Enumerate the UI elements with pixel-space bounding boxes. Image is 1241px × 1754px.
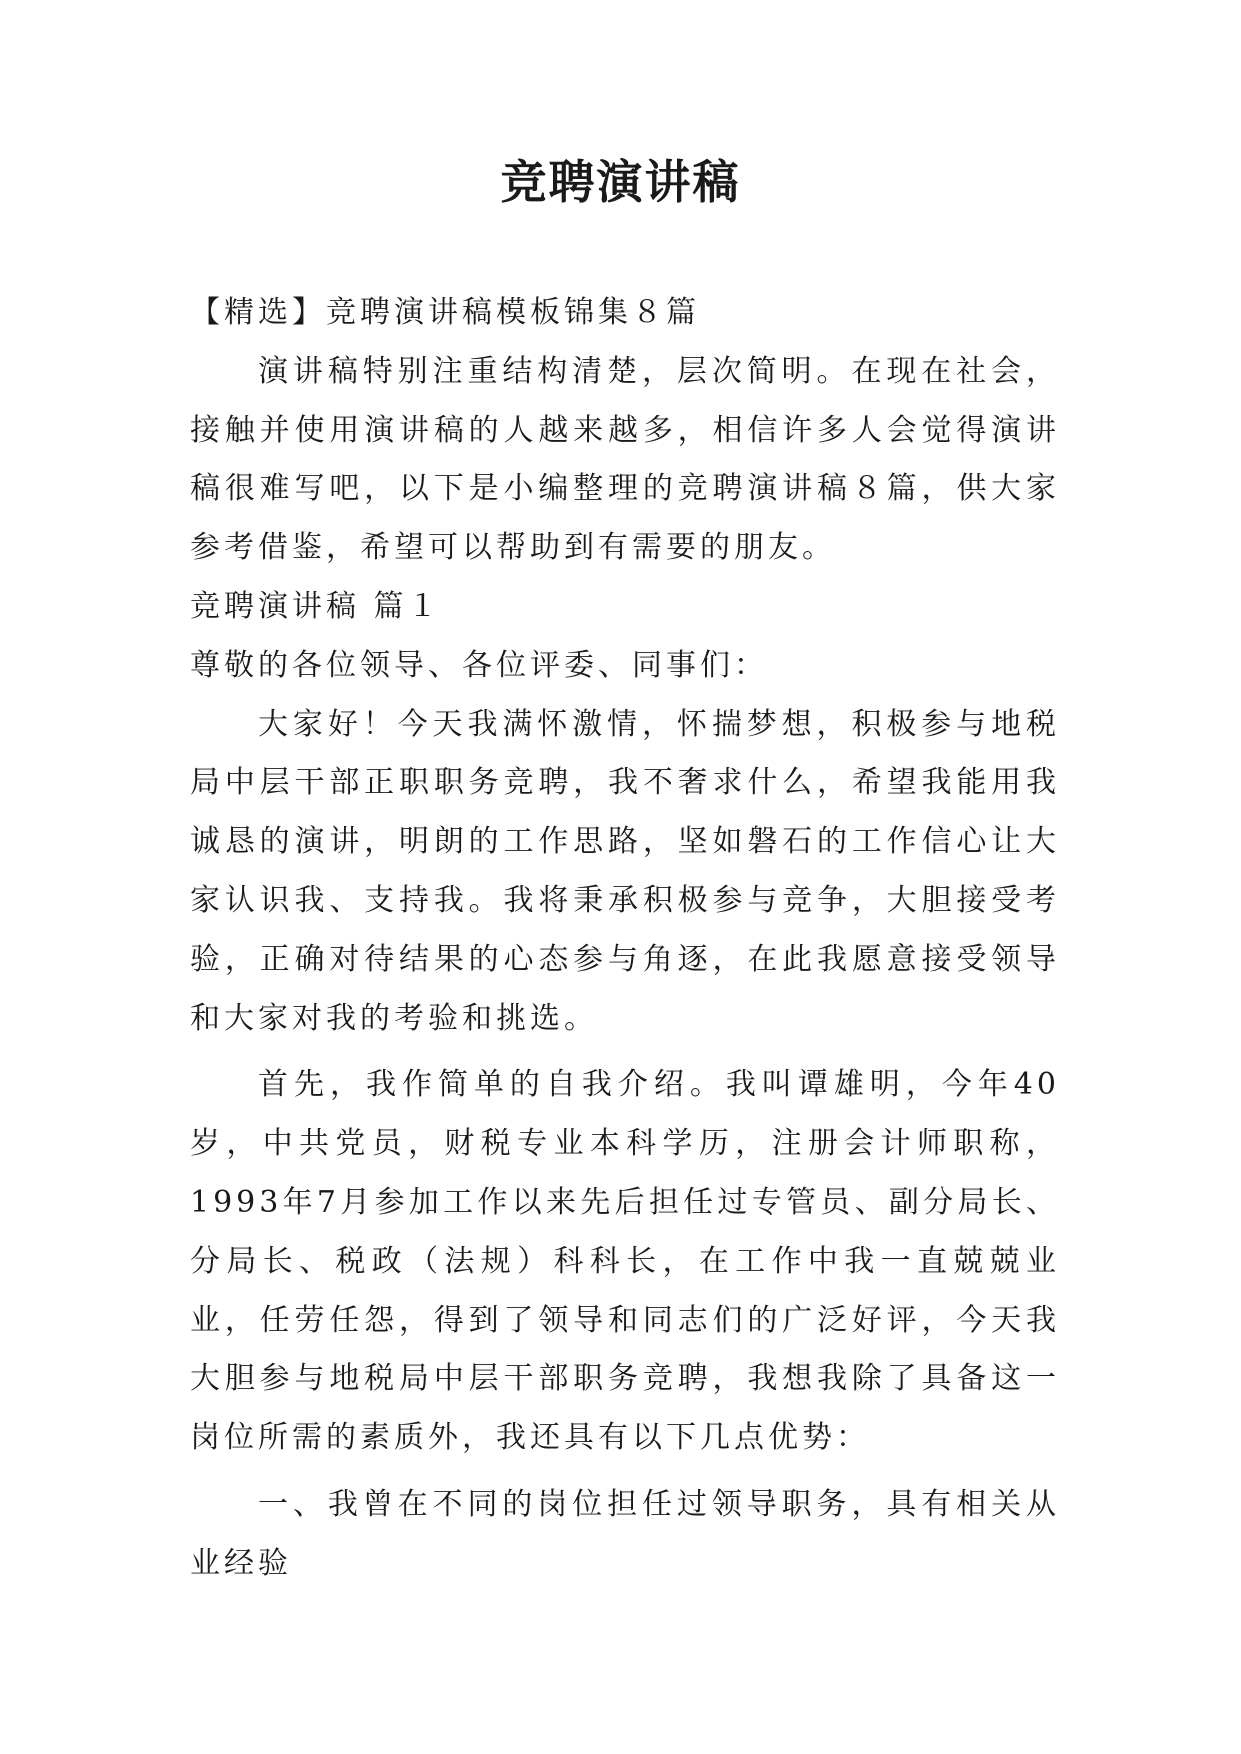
intro-paragraph: 演讲稿特别注重结构清楚，层次简明。在现在社会，接触并使用演讲稿的人越来越多，相信许多人会觉得演讲稿很难写吧，以下是小编整理的竞聘演讲稿８篇，供大家参考借鉴，希望可以帮助到有需要的朋友。 (190, 353, 1060, 566)
document-title: 竞聘演讲稿 (500, 155, 741, 209)
salutation: 尊敬的各位领导、各位评委、同事们： (190, 647, 768, 683)
body-paragraph: 大家好！今天我满怀激情，怀揣梦想，积极参与地税局中层干部正职职务竞聘，我不奢求什么，希望我能用我诚恳的演讲，明朗的工作思路，坚如磐石的工作信心让大家认识我、支持我。我将秉承积极参与竞争，大胆接受考验，正确对待结果的心态参与角逐，在此我愿意接受领导和大家对我的考验和挑选。 (190, 706, 1060, 1036)
body-paragraph: 首先，我作简单的自我介绍。我叫谭雄明，今年40岁，中共党员，财税专业本科学历，注册会计师职称，1993年7月参加工作以来先后担任过专管员、副分局长、分局长、税政（法规）科科长，在工作中我一直兢兢业业，任劳任怨，得到了领导和同志们的广泛好评，今天我大胆参与地税局中层干部职务竞聘，我想我除了具备这一岗位所需的素质外，我还具有以下几点优势： (190, 1067, 1060, 1456)
body-paragraph: 一、我曾在不同的岗位担任过领导职务，具有相关从业经验 (190, 1486, 1060, 1581)
section-heading: 竞聘演讲稿 篇１ (190, 588, 442, 624)
document-subtitle: 【精选】竞聘演讲稿模板锦集８篇 (190, 295, 700, 330)
document-body (190, 284, 1060, 1594)
